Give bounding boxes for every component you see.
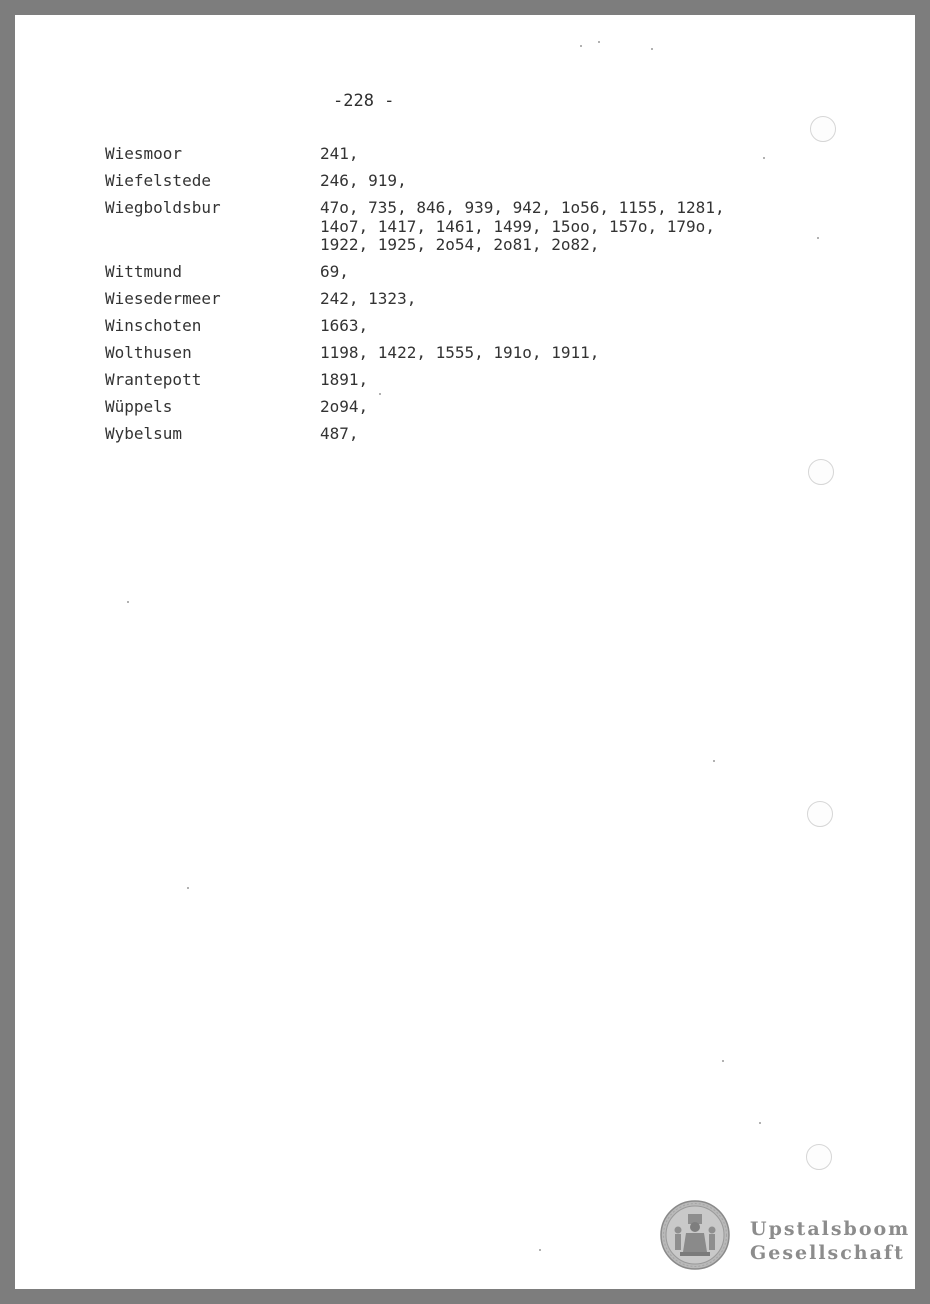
scan-speck [651,48,653,50]
index-entry [105,344,805,363]
page-references: 2o94, [320,397,369,416]
scan-speck [580,45,582,47]
index-entry [105,398,805,417]
document-page [15,15,915,1289]
place-index-list [105,145,805,452]
upstalsboom-logo [658,1199,911,1273]
index-entry [105,263,805,282]
page-references: 1891, [320,370,369,389]
logo-line-1: Upstalsboom [750,1218,911,1240]
index-entry [105,371,805,390]
scan-speck [539,1249,541,1251]
page-references: 47o, 735, 846, 939, 942, 1o56, 1155, 1281, 14o7, 1417, 1461, 1499, 15oo, 157o, 179o, 1922, 1925, 2o54, 2o81, 2o82, [320,198,725,254]
scan-speck [127,601,129,603]
scan-speck [713,760,715,762]
page-references: 241, [320,144,359,163]
place-name: Wüppels [105,397,173,416]
logo-line-2: Gesellschaft [750,1242,905,1264]
seal-icon [660,1200,730,1270]
page-references: 242, 1323, [320,289,417,308]
place-name: Winschoten [105,316,202,335]
logo-wordmark [750,1217,910,1265]
scan-speck [759,1122,761,1124]
place-name: Wiesmoor [105,144,183,163]
page-references: 1663, [320,316,369,335]
page-number: -228 - [333,91,395,111]
page-references: 246, 919, [320,171,407,190]
place-name: Wiefelstede [105,171,211,190]
scan-speck [722,1060,724,1062]
page-references: 487, [320,424,359,443]
scan-speck [598,41,600,43]
scan-speck [817,237,819,239]
place-name: Wybelsum [105,424,183,443]
punch-hole [808,459,834,485]
index-entry [105,199,805,255]
punch-hole [807,801,833,827]
place-name: Wiegboldsbur [105,198,221,217]
place-name: Wittmund [105,262,183,281]
index-entry [105,290,805,309]
punch-hole [810,116,836,142]
index-entry [105,317,805,336]
scan-speck [763,157,765,159]
place-name: Wolthusen [105,343,192,362]
index-entry [105,425,805,444]
index-entry [105,145,805,164]
page-references: 1198, 1422, 1555, 191o, 1911, [320,343,600,362]
index-entry [105,172,805,191]
punch-hole [806,1144,832,1170]
place-name: Wiesedermeer [105,289,221,308]
place-name: Wrantepott [105,370,202,389]
scan-speck [187,887,189,889]
scan-speck [379,393,381,395]
page-references: 69, [320,262,349,281]
